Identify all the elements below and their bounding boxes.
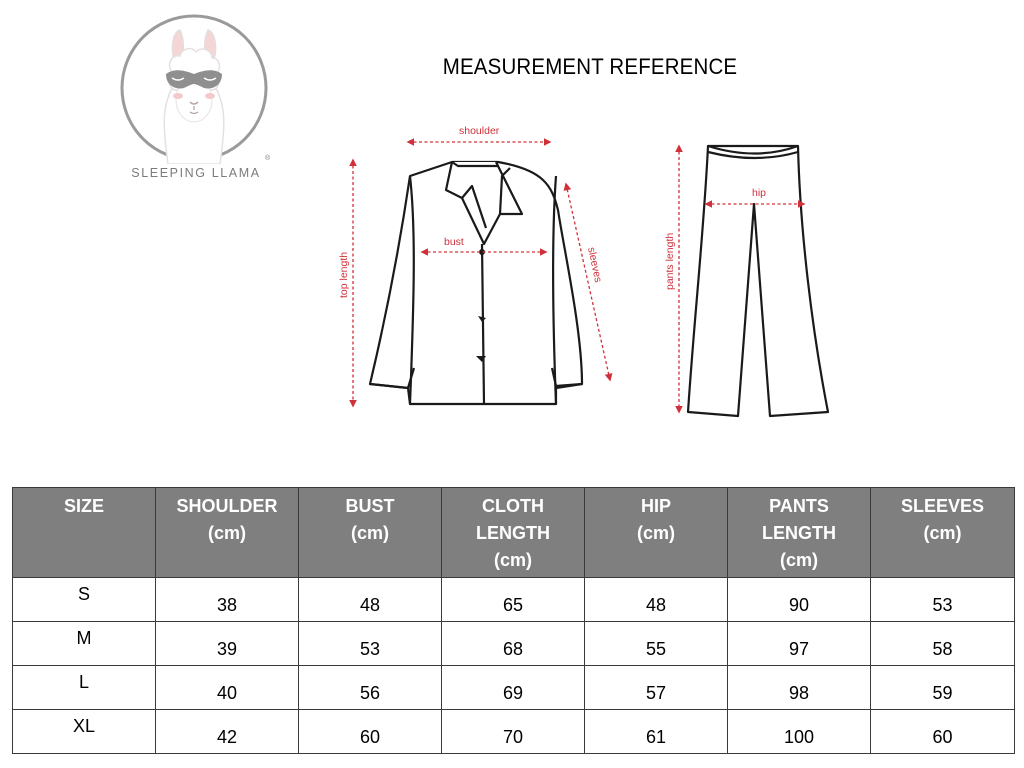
size-cell: XL [13, 710, 156, 754]
cloth-length-cell: 68 [442, 622, 585, 666]
brand-name: SLEEPING LLAMA [131, 166, 261, 180]
bust-cell: 60 [299, 710, 442, 754]
shoulder-cell: 38 [156, 578, 299, 622]
pants-length-cell: 100 [728, 710, 871, 754]
size-table [12, 487, 1015, 754]
shoulder-cell: 40 [156, 666, 299, 710]
table-header-row [13, 488, 1015, 578]
header-size: SIZE [13, 488, 156, 578]
header-cloth-length: CLOTH LENGTH (cm) [442, 488, 585, 578]
sleeves-cell: 60 [871, 710, 1015, 754]
shoulder-cell: 39 [156, 622, 299, 666]
header-hip: HIP (cm) [585, 488, 728, 578]
bust-label: bust [444, 236, 464, 248]
header-pants-length: PANTS LENGTH (cm) [728, 488, 871, 578]
pants-length-label: pants length [664, 232, 676, 290]
table-row [13, 666, 1015, 710]
bust-cell: 48 [299, 578, 442, 622]
header-sleeves: SLEEVES (cm) [871, 488, 1015, 578]
size-cell: S [13, 578, 156, 622]
hip-cell: 57 [585, 666, 728, 710]
hip-cell: 61 [585, 710, 728, 754]
cloth-length-cell: 65 [442, 578, 585, 622]
registered-mark: ® [265, 155, 271, 162]
table-row [13, 578, 1015, 622]
table-row [13, 710, 1015, 754]
size-cell: M [13, 622, 156, 666]
pants-length-cell: 97 [728, 622, 871, 666]
pants-length-cell: 98 [728, 666, 871, 710]
sleeves-label: sleeves [585, 246, 605, 284]
hip-cell: 55 [585, 622, 728, 666]
shoulder-cell: 42 [156, 710, 299, 754]
header-shoulder: SHOULDER (cm) [156, 488, 299, 578]
hip-label: hip [752, 187, 767, 199]
shoulder-label: shoulder [459, 125, 500, 137]
top-length-label: top length [338, 251, 350, 298]
hip-cell: 48 [585, 578, 728, 622]
header-bust: BUST (cm) [299, 488, 442, 578]
sleeves-cell: 59 [871, 666, 1015, 710]
size-cell: L [13, 666, 156, 710]
sleeves-cell: 53 [871, 578, 1015, 622]
page-title: MEASUREMENT REFERENCE [442, 54, 738, 79]
cloth-length-cell: 69 [442, 666, 585, 710]
bust-cell: 53 [299, 622, 442, 666]
pants-length-cell: 90 [728, 578, 871, 622]
table-row [13, 622, 1015, 666]
shirt-illustration [370, 162, 582, 404]
bust-cell: 56 [299, 666, 442, 710]
sleeves-cell: 58 [871, 622, 1015, 666]
cloth-length-cell: 70 [442, 710, 585, 754]
